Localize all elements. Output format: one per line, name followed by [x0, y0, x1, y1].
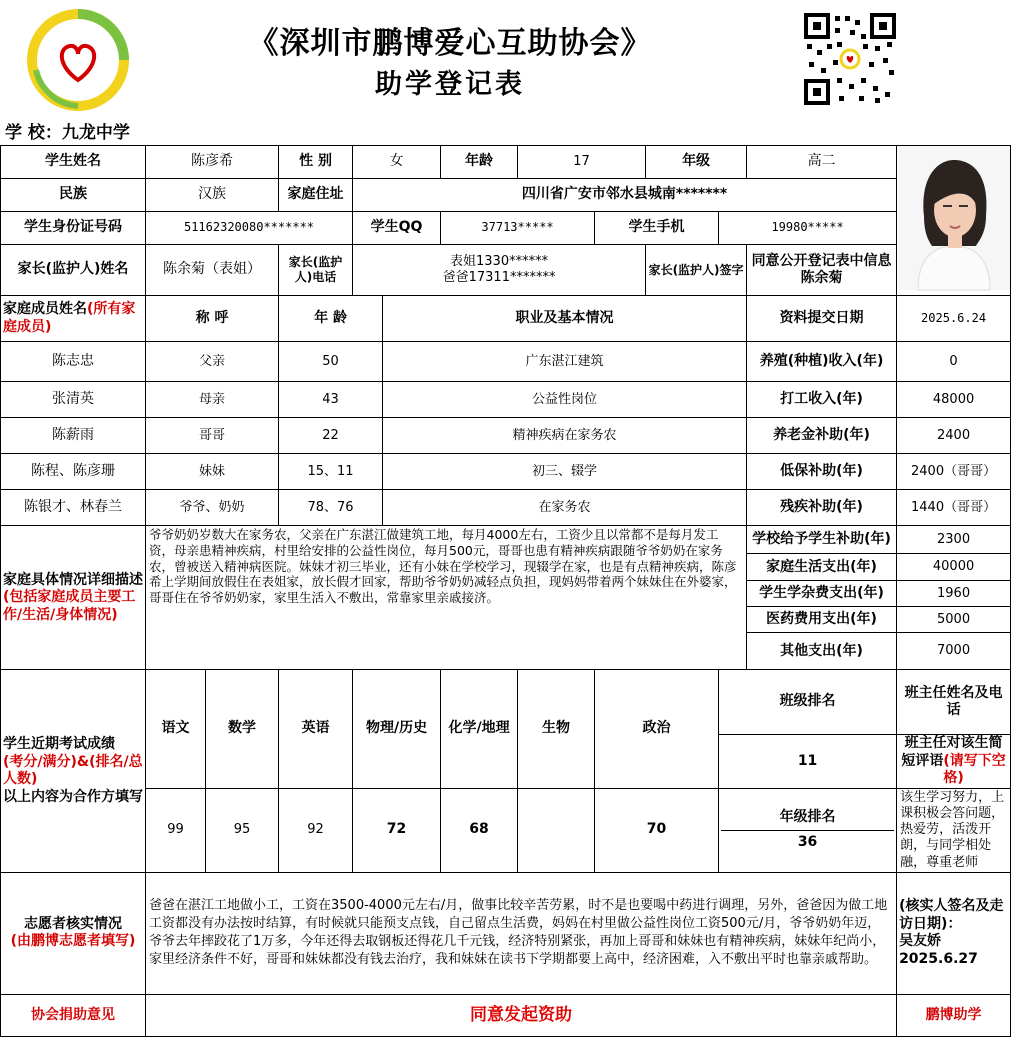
qq-value: 37713*****	[441, 211, 595, 244]
association-logo-icon	[28, 10, 128, 110]
phone-value: 19980*****	[719, 211, 897, 244]
teacher-comment: 该生学习努力，上课积极会答问题，热爱劳，活泼开朗，与同学相处融，尊重老师	[897, 788, 1011, 872]
org-name: 鹏博助学	[897, 994, 1011, 1036]
member-job: 初三、辍学	[383, 454, 747, 490]
consent-label: 同意公开登记表中信息	[751, 252, 892, 269]
guardian-phone-1: 表姐1330******	[450, 253, 549, 269]
job-header: 职业及基本情况	[383, 296, 747, 342]
member-name: 陈志忠	[1, 342, 146, 382]
volunteer-label: 志愿者核实情况 (由鹏博志愿者填写)	[1, 872, 146, 994]
score-physics-history: 72	[353, 788, 441, 872]
subject-politics: 政治	[595, 670, 719, 788]
id-label: 学生身份证号码	[1, 211, 146, 244]
income-label: 残疾补助(年)	[747, 490, 897, 526]
member-job: 精神疾病在家务农	[383, 418, 747, 454]
score-chinese: 99	[146, 788, 206, 872]
class-rank-value: 11	[719, 735, 897, 789]
member-name: 陈程、陈彦珊	[1, 454, 146, 490]
school-line: 学 校：九龙中学	[5, 123, 130, 143]
member-relation: 爷爷、奶奶	[146, 490, 279, 526]
score-politics: 70	[595, 788, 719, 872]
subject-biology: 生物	[518, 670, 595, 788]
income-value: 2400	[897, 418, 1011, 454]
age-label: 年龄	[441, 146, 518, 179]
situation-text: 爷爷奶奶岁数大在家务农，父亲在广东湛江做建筑工地，每月4000左右，工资少且以常都不是每月发工资，母亲患精神疾病，村里给安排的公益性岗位，每月500元，哥哥也患有精神疾病跟随爷爷奶奶在家务农，曾被送入精神病医院。妹妹才初三毕业，还有小妹在学校学习，现辍学在家，也是有点精神疾病，陈彦希上学期间放假住在表姐家，放长假才回家，帮助爷爷奶奶减轻点负担，现妈妈带着两个妹妹住在外婆家，哥哥住在爷爷奶奶家，家里生活入不敷出，常靠家里亲戚接济。	[146, 526, 747, 670]
score-math: 95	[206, 788, 279, 872]
member-age: 78、76	[279, 490, 383, 526]
income-value: 1440（哥哥）	[897, 490, 1011, 526]
id-value: 51162320080*******	[146, 211, 353, 244]
member-relation: 妹妹	[146, 454, 279, 490]
family-member-row	[1, 490, 1011, 526]
qq-label: 学生QQ	[353, 211, 441, 244]
guardian-value: 陈余菊（表姐）	[146, 244, 279, 295]
member-age: 50	[279, 342, 383, 382]
expense-value: 7000	[897, 633, 1011, 670]
class-rank-label: 班级排名	[719, 670, 897, 735]
member-age: 43	[279, 382, 383, 418]
income-label: 打工收入(年)	[747, 382, 897, 418]
subject-chinese: 语文	[146, 670, 206, 788]
member-age: 22	[279, 418, 383, 454]
situation-label: 家庭具体情况详细描述(包括家庭成员主要工作/生活/身体情况)	[1, 526, 146, 670]
submit-date-value: 2025.6.24	[897, 296, 1011, 342]
income-label: 养老金补助(年)	[747, 418, 897, 454]
member-name: 陈银才、林春兰	[1, 490, 146, 526]
member-job: 公益性岗位	[383, 382, 747, 418]
student-name: 陈彦希	[146, 146, 279, 179]
volunteer-signature: (核实人签名及走访日期)： 吴友娇 2025.6.27	[897, 872, 1011, 994]
member-relation: 母亲	[146, 382, 279, 418]
form-header	[0, 0, 910, 143]
guardian-phone-2: 爸爸17311*******	[442, 270, 556, 285]
family-name-header: 家庭成员姓名(所有家庭成员)	[1, 296, 146, 342]
consent-cell	[747, 244, 897, 295]
submit-date-label: 资料提交日期	[747, 296, 897, 342]
phone-label: 学生手机	[595, 211, 719, 244]
expense-label: 其他支出(年)	[747, 633, 897, 670]
family-member-row	[1, 454, 1011, 490]
student-photo-image	[898, 146, 1010, 290]
guardian-phone-value	[353, 244, 646, 295]
guardian-sign-label: 家长(监护人)签字	[646, 244, 747, 295]
score-biology	[518, 788, 595, 872]
member-name: 张清英	[1, 382, 146, 418]
expense-label: 学生学杂费支出(年)	[747, 581, 897, 607]
income-label: 养殖(种植)收入(年)	[747, 342, 897, 382]
member-name: 陈薪雨	[1, 418, 146, 454]
expense-value: 5000	[897, 607, 1011, 633]
form-title: 《深圳市鹏博爱心互助协会》	[248, 26, 652, 61]
gender-value: 女	[353, 146, 441, 179]
age-value: 17	[518, 146, 646, 179]
score-chemistry-geography: 68	[441, 788, 518, 872]
address-value: 四川省广安市邻水县城南*******	[353, 178, 897, 211]
volunteer-text: 爸爸在湛江工地做小工，工资在3500-4000元左右/月，做事比较辛苦劳累，时不是也要喝中药进行调理，另外，爸爸因为做工地工资都没有办法按时结算，有时候就只能预支点钱，自己留点生活费，妈妈在村里做公益性岗位工资500元/月，爷爷奶奶年迈，爷爷去年摔跤花了1万多，今年还得去取钢板还得花几千元钱，经济特别紧张，再加上哥哥和妹妹也有精神疾病，妹妹年纪尚小，家里经济条件不好，哥哥和妹妹都没有钱去治疗，我和妹妹在读书下学期都要上高中，经济困难，入不敷出平时也靠亲戚帮助。	[146, 872, 897, 994]
guardian-label: 家长(监护人)姓名	[1, 244, 146, 295]
ethnicity-label: 民族	[1, 178, 146, 211]
expense-label: 医药费用支出(年)	[747, 607, 897, 633]
scores-label: 学生近期考试成绩 (考分/满分)&(排名/总人数) 以上内容为合作方填写	[1, 670, 146, 873]
student-photo	[897, 146, 1011, 296]
relation-header: 称 呼	[146, 296, 279, 342]
subject-physics-history: 物理/历史	[353, 670, 441, 788]
opinion-label: 协会捐助意见	[1, 994, 146, 1036]
member-age: 15、11	[279, 454, 383, 490]
ethnicity-value: 汉族	[146, 178, 279, 211]
guardian-phone-label: 家长(监护人)电话	[279, 244, 353, 295]
score-english: 92	[279, 788, 353, 872]
family-member-row	[1, 418, 1011, 454]
income-value: 2400（哥哥）	[897, 454, 1011, 490]
subject-math: 数学	[206, 670, 279, 788]
age-header: 年 龄	[279, 296, 383, 342]
member-job: 广东湛江建筑	[383, 342, 747, 382]
family-member-row	[1, 342, 1011, 382]
consent-name: 陈余菊	[800, 270, 843, 286]
address-label: 家庭住址	[279, 178, 353, 211]
member-job: 在家务农	[383, 490, 747, 526]
gender-label: 性 别	[279, 146, 353, 179]
income-value: 48000	[897, 382, 1011, 418]
member-relation: 父亲	[146, 342, 279, 382]
student-name-label: 学生姓名	[1, 146, 146, 179]
income-label: 低保补助(年)	[747, 454, 897, 490]
family-member-row	[1, 382, 1011, 418]
income-value: 0	[897, 342, 1011, 382]
expense-value: 40000	[897, 554, 1011, 581]
opinion-value: 同意发起资助	[146, 994, 897, 1036]
subject-english: 英语	[279, 670, 353, 788]
expense-label: 家庭生活支出(年)	[747, 554, 897, 581]
qr-code-icon	[803, 12, 897, 106]
expense-value: 2300	[897, 526, 1011, 554]
subject-chemistry-geography: 化学/地理	[441, 670, 518, 788]
expense-value: 1960	[897, 581, 1011, 607]
grade-label: 年级	[646, 146, 747, 179]
registration-table	[0, 145, 1011, 1037]
grade-value: 高二	[747, 146, 897, 179]
grade-rank-cell: 年级排名 36	[719, 788, 897, 872]
teacher-comment-label: 班主任对该生简短评语(请写下空格)	[897, 735, 1011, 789]
expense-label: 学校给予学生补助(年)	[747, 526, 897, 554]
form-subtitle: 助学登记表	[375, 69, 525, 100]
teacher-label: 班主任姓名及电话	[897, 670, 1011, 735]
member-relation: 哥哥	[146, 418, 279, 454]
